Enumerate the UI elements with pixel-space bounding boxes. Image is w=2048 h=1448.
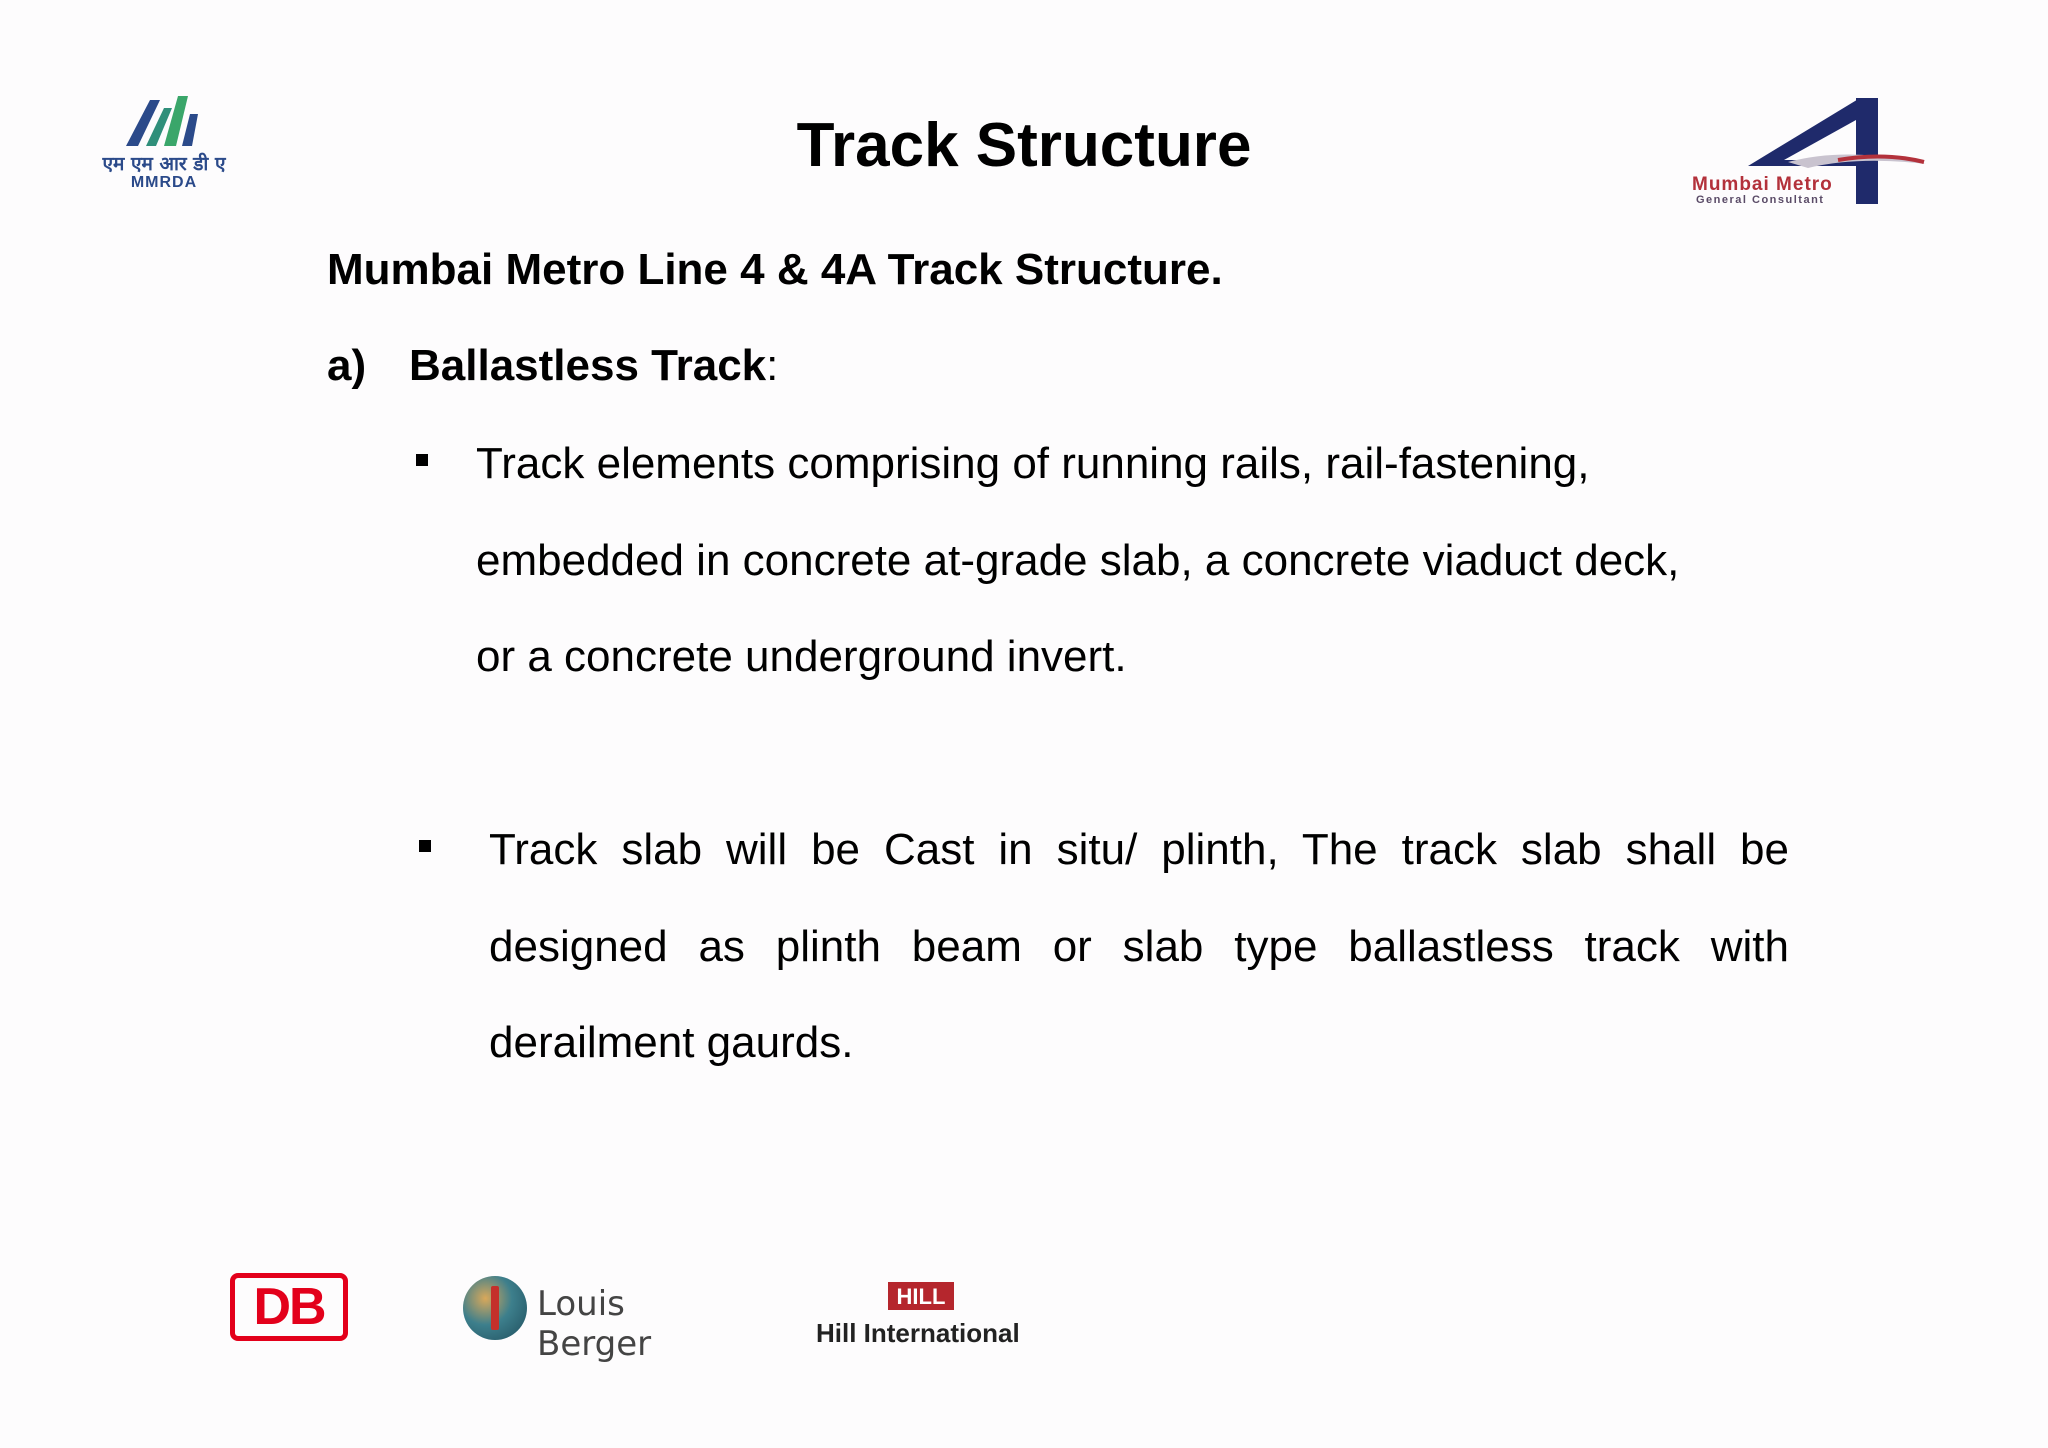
hill-mark-text: HILL xyxy=(896,1284,946,1309)
bullet-item xyxy=(489,802,1789,1092)
bullet-square-icon xyxy=(416,454,428,466)
db-logo: DB xyxy=(230,1273,348,1341)
bullet-line: embedded in concrete at-grade slab, a concrete viaduct deck, xyxy=(476,535,1680,585)
bullet-line: Track elements comprising of running rails, rail-fastening, xyxy=(476,439,1590,488)
slide-subtitle: Mumbai Metro Line 4 & 4A Track Structure. xyxy=(327,245,1223,294)
mmrda-text: MMRDA xyxy=(130,174,198,191)
mmrda-hindi-text: एम एम आर डी ए xyxy=(102,153,226,175)
slide-title: Track Structure xyxy=(796,111,1252,180)
hill-international-logo xyxy=(812,1282,1032,1352)
bullet-item xyxy=(476,416,1916,706)
mumbai-metro-text: Mumbai Metro xyxy=(1692,174,1833,195)
section-heading xyxy=(327,338,778,394)
louis-berger-text: Louis Berger xyxy=(537,1284,652,1364)
section-marker: a) xyxy=(327,341,367,390)
bullet-text: Track slab will be Cast in situ/ plinth, The track slab shall be designed as plinth beam or slab type ballastless track with derailment gaurds. xyxy=(489,825,1789,1067)
general-consultant-text: General Consultant xyxy=(1696,194,1825,206)
bullet-line: or a concrete underground invert. xyxy=(476,632,1127,681)
section-suffix: : xyxy=(766,341,779,390)
louis-berger-logo xyxy=(461,1274,701,1364)
bullet-square-icon xyxy=(419,840,431,852)
globe-icon xyxy=(463,1276,527,1340)
hill-international-text: Hill International xyxy=(816,1318,1020,1348)
hill-mark-icon xyxy=(888,1282,954,1310)
section-title: Ballastless Track xyxy=(409,341,767,390)
